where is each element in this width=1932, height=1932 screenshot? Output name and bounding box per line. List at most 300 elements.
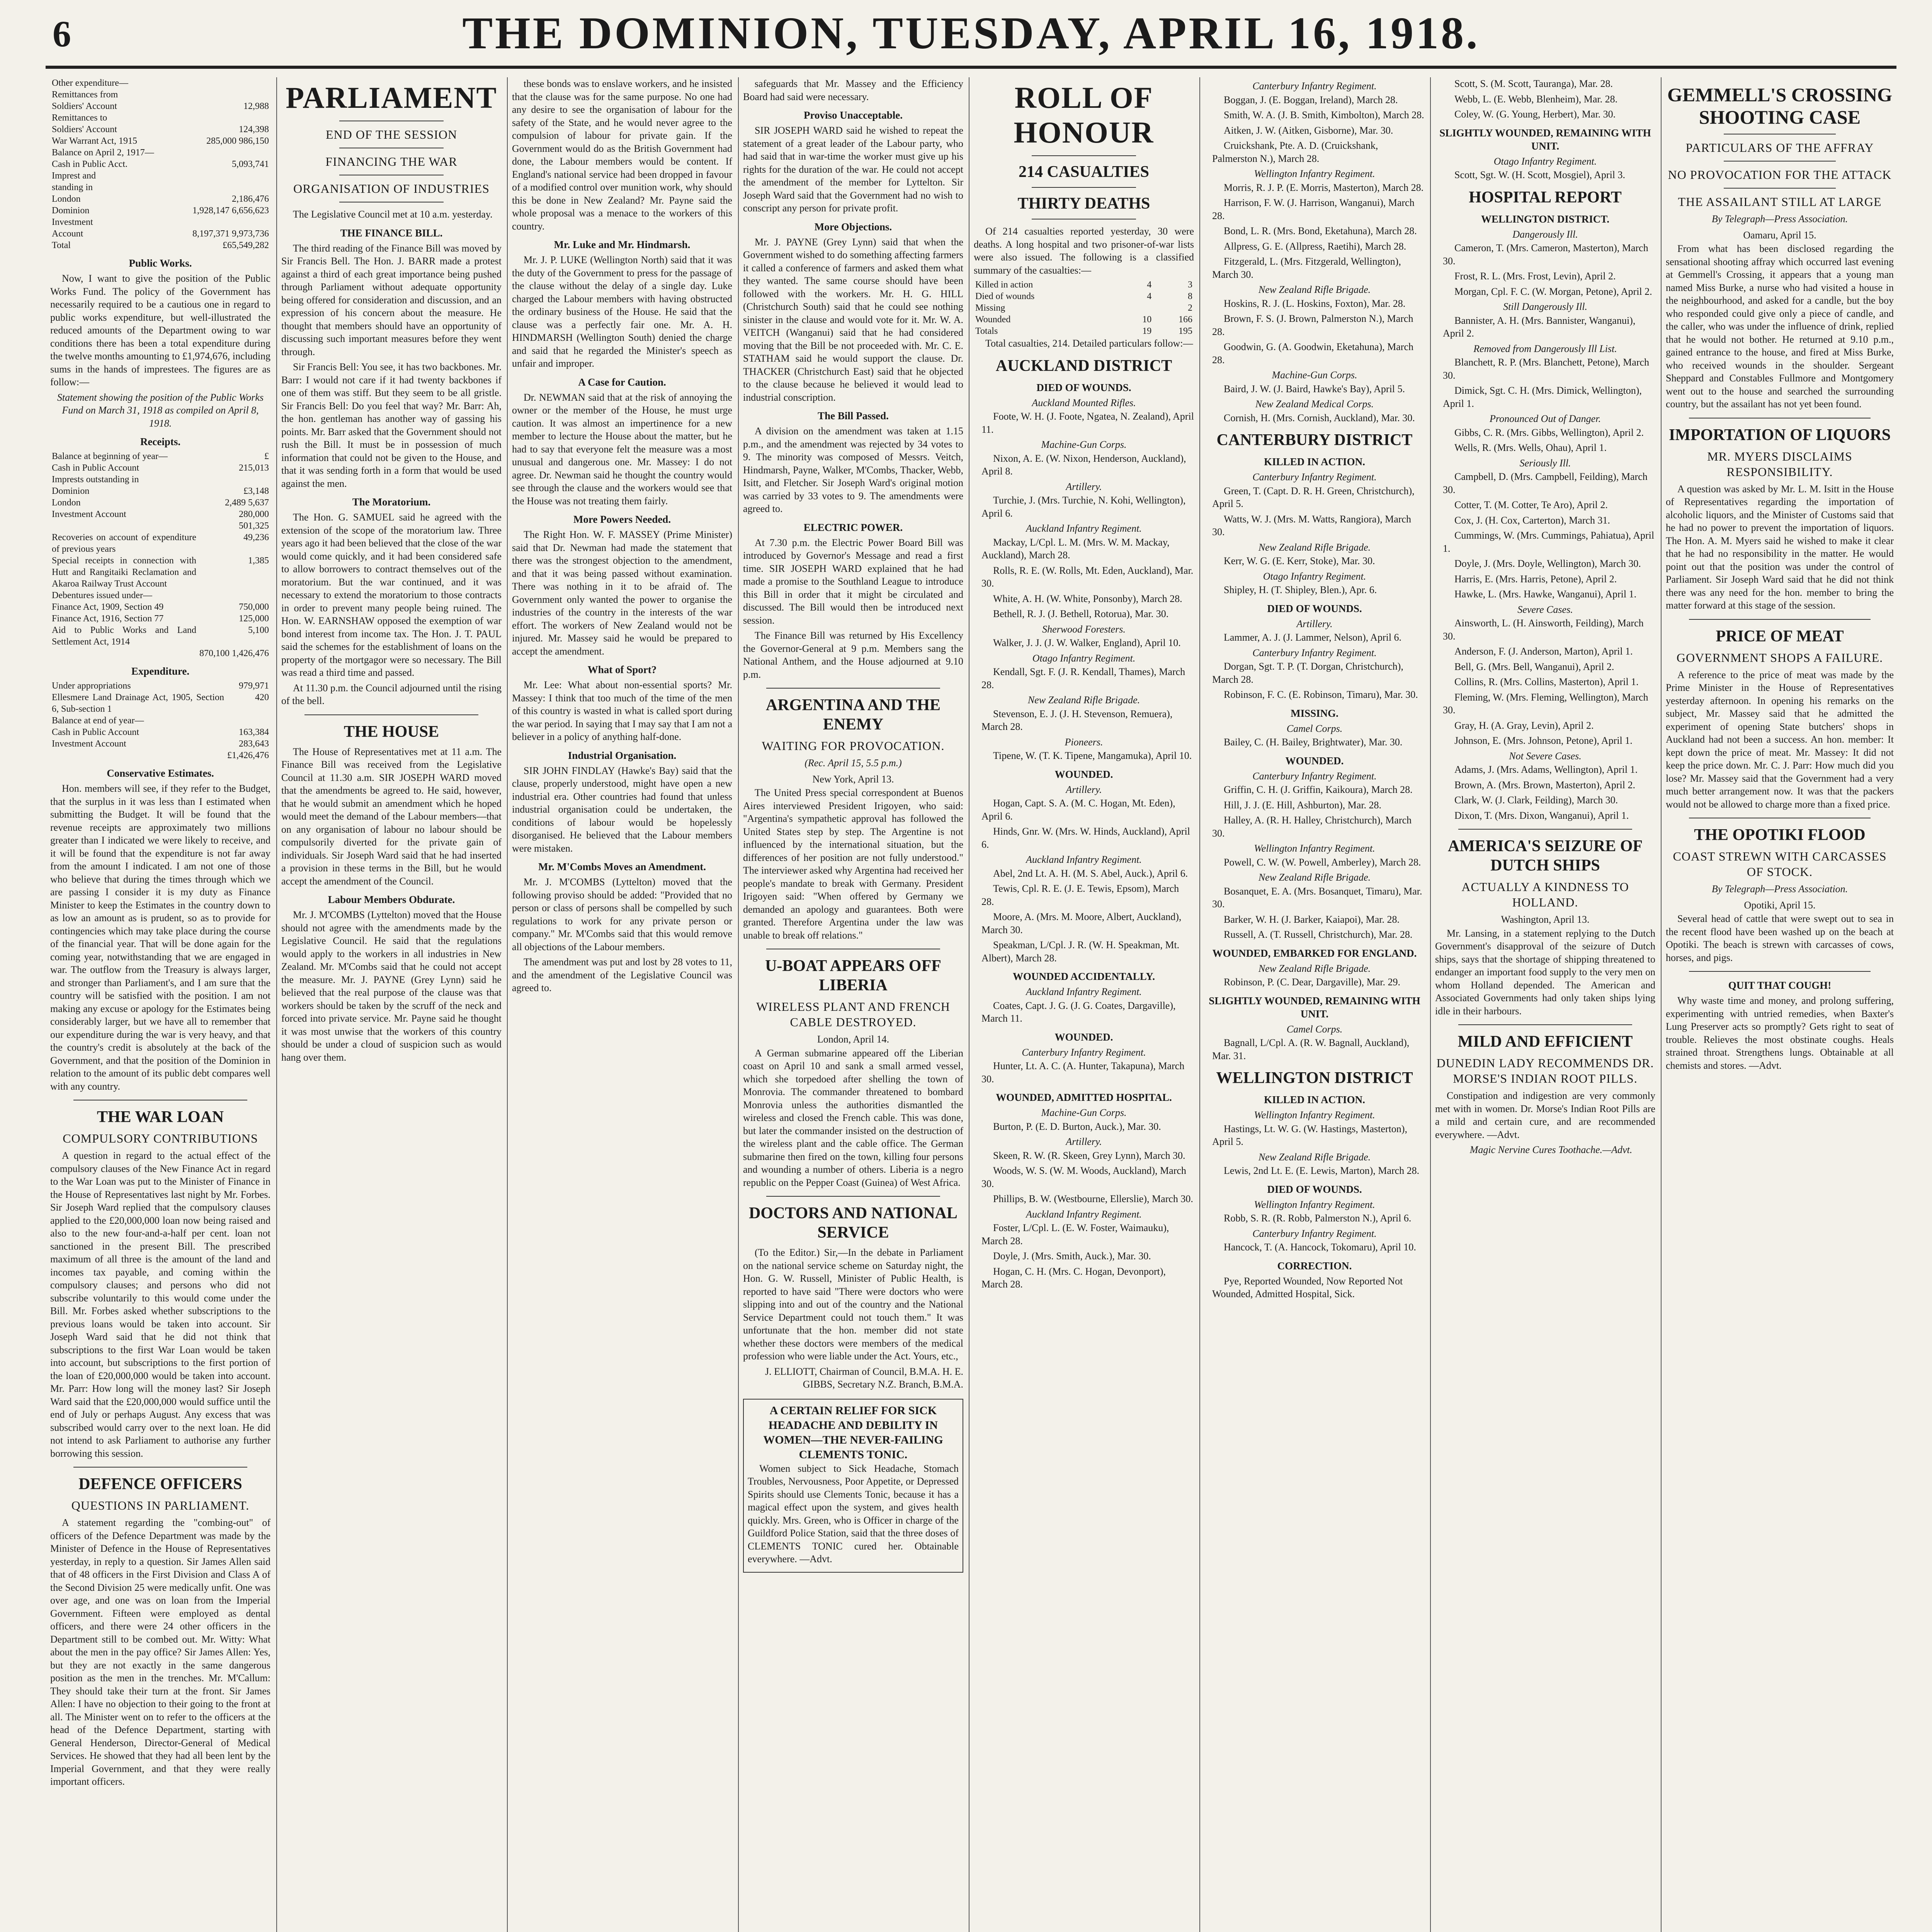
table-label-cell: War Warrant Act, 1915 bbox=[52, 136, 137, 146]
casualty-entry: Gray, H. (A. Gray, Levin), April 2. bbox=[1454, 719, 1594, 731]
unit-heading: Auckland Infantry Regiment. bbox=[1026, 986, 1142, 997]
casualty-entry: Turchie, J. (Mrs. Turchie, N. Kohi, Wellington), April 6. bbox=[981, 495, 1186, 519]
casualty-entry: Griffin, C. H. (J. Griffin, Kaikoura), March 28. bbox=[1224, 784, 1413, 795]
casualty-category-heading: WOUNDED, EMBARKED FOR ENGLAND. bbox=[1212, 947, 1417, 959]
casualty-entry: Skeen, R. W. (R. Skeen, Grey Lynn), March 30. bbox=[993, 1150, 1185, 1161]
table-row bbox=[974, 291, 1194, 302]
table-label-cell: Investment Account bbox=[52, 739, 126, 749]
placeline: Oamaru, April 15. bbox=[1743, 229, 1816, 241]
advert-tagline: Magic Nervine Cures Toothache.—Advt. bbox=[1469, 1144, 1633, 1155]
table-row bbox=[50, 520, 270, 532]
mcombs-heading: Mr. M'Combs Moves an Amendment. bbox=[538, 861, 706, 872]
casualty-category-heading: SLIGHTLY WOUNDED, REMAINING WITH UNIT. bbox=[1439, 127, 1651, 152]
table-label-cell bbox=[50, 520, 198, 532]
article-paragraph: At 11.30 p.m. the Council adjourned until the rising of the bell. bbox=[281, 682, 502, 706]
uboat-subheading: WIRELESS PLANT AND FRENCH CABLE DESTROYED. bbox=[756, 1000, 950, 1029]
table-value-cell: 124,398 bbox=[239, 124, 269, 134]
casualty-entry: Cummings, W. (Mrs. Cummings, Pahiatua), April 1. bbox=[1443, 530, 1655, 554]
article-paragraph: Mr. J. M'COMBS (Lyttelton) moved that the following proviso should be added: "Provided that no person or class of persons shall be compelled by such regulations to work for any private person or company." Mr. M'Combs said that this would remove all objections of the Labour members. bbox=[512, 876, 732, 952]
casualty-entry: Fleming, W. (Mrs. Fleming, Wellington), March 30. bbox=[1443, 691, 1648, 716]
divider bbox=[766, 688, 940, 689]
table-value-cell: £ bbox=[264, 451, 269, 461]
casualty-entry: Wells, R. (Mrs. Wells, Ohau), April 1. bbox=[1454, 442, 1607, 453]
article-paragraph: Mr. J. PAYNE (Grey Lynn) said that when the Government wished to do something affecting farmers it called a conference of farmers and asked them what they wanted. The same course should have been followed with the workers. Mr. H. G. HILL (Christchurch South) said that he could see nothing sinister in the clause and would vote for it. Mr. W. A. VEITCH (Wanganui) said that he had considered moving that the Bill be not proceeded with. Mr. C. E. STATHAM said he would support the clause. Dr. THACKER (Christchurch East) said that he objected to the clause because he believed it would lead to industrial conscription. bbox=[743, 236, 963, 403]
casualty-entry: Baird, J. W. (J. Baird, Hawke's Bay), April 5. bbox=[1224, 383, 1405, 395]
table-label-cell: Finance Act, 1916, Section 77 bbox=[52, 614, 164, 624]
casualty-entry: Dixon, T. (Mrs. Dixon, Wanganui), April 1. bbox=[1454, 810, 1629, 821]
casualty-category-heading: WELLINGTON DISTRICT. bbox=[1481, 213, 1610, 225]
casualty-entry: Coley, W. (G. Young, Herbert), Mar. 30. bbox=[1454, 109, 1616, 120]
financing-subheading: FINANCING THE WAR bbox=[325, 155, 457, 168]
advert-heading: A CERTAIN RELIEF FOR SICK HEADACHE AND DEBILITY IN WOMEN—THE NEVER-FAILING CLEMENTS TONIC. bbox=[763, 1404, 943, 1461]
casualty-entry: Hancock, T. (A. Hancock, Tokomaru), April 10. bbox=[1224, 1242, 1416, 1253]
unit-heading: Canterbury Infantry Regiment. bbox=[1252, 471, 1377, 483]
casualty-entry: Hawke, L. (Mrs. Hawke, Wanganui), April 1. bbox=[1454, 588, 1637, 600]
casualty-entry: Campbell, D. (Mrs. Campbell, Feilding), March 30. bbox=[1443, 471, 1648, 495]
article-paragraph: Several head of cattle that were swept out to sea in the recent flood have been washed up on the beach at Opotiki. The beach is strewn with carcasses of cows, horses, and pigs. bbox=[1666, 913, 1894, 963]
casualty-entry: Bell, G. (Mrs. Bell, Wanganui), April 2. bbox=[1454, 661, 1614, 672]
byline: By Telegraph—Press Association. bbox=[1711, 883, 1848, 895]
unit-heading: New Zealand Rifle Brigade. bbox=[1027, 694, 1140, 706]
table-row bbox=[50, 182, 270, 193]
powers-heading: More Powers Needed. bbox=[573, 514, 671, 525]
article-paragraph: The amendment was put and lost by 28 votes to 11, and the amendment of the Legislative Council was agreed to. bbox=[512, 956, 732, 993]
table-value-cell: 19 bbox=[1142, 326, 1152, 336]
table-value-cell bbox=[176, 216, 270, 228]
divider bbox=[1724, 188, 1836, 189]
unit-heading: Camel Corps. bbox=[1286, 1023, 1343, 1035]
table-row bbox=[974, 279, 1194, 291]
article-paragraph: The House of Representatives met at 11 a.m. The Finance Bill was received from the Legislative Council at 11.30 a.m. SIR JOSEPH WARD moved that the amendments be agreed to. He said, however, that he would submit an amendment which he hoped would meet the demand of the Labour members—that on any organisation of labour no labour should be compulsorily diverted for the private gain of individuals. Sir Joseph Ward said that he had inserted a provision in these terms in the Bill, but he would accept the amendment of the Council. bbox=[281, 746, 502, 887]
casualty-entry: Robb, S. R. (R. Robb, Palmerston N.), April 6. bbox=[1224, 1213, 1412, 1224]
unit-heading: Auckland Infantry Regiment. bbox=[1026, 523, 1142, 534]
table-row bbox=[50, 601, 270, 613]
casualty-entry: Brown, A. (Mrs. Brown, Masterton), April 2. bbox=[1454, 779, 1635, 791]
unit-heading: Artillery. bbox=[1296, 618, 1333, 629]
table-row bbox=[50, 158, 270, 170]
unit-heading: Seriously Ill. bbox=[1519, 457, 1571, 469]
divider bbox=[304, 714, 478, 715]
table-value-cell: 5,093,741 bbox=[232, 159, 269, 169]
casualty-entry: Russell, A. (T. Russell, Christchurch), Mar. 28. bbox=[1224, 929, 1413, 940]
unit-heading: Artillery. bbox=[1066, 481, 1102, 492]
article-paragraph: Mr. J. P. LUKE (Wellington North) said that it was the duty of the Government to press for the passage of the clause without the delay of a single day. Luke charged the Labour members with having obstructed the ordinary business of the House. He said that the clause was a perfectly fair one. Mr. A. H. HINDMARSH (Wellington South) denied the charge and said that he regarded the Minister's speech as unfair and improper. bbox=[512, 254, 732, 369]
argentina-subheading: WAITING FOR PROVOCATION. bbox=[762, 739, 945, 753]
casualty-entry: Harrison, F. W. (J. Harrison, Wanganui), March 28. bbox=[1212, 197, 1415, 221]
casualty-entry: Morris, R. J. P. (E. Morris, Masterton), March 28. bbox=[1224, 182, 1424, 193]
casualty-entry: Doyle, J. (Mrs. Smith, Auck.), Mar. 30. bbox=[993, 1250, 1151, 1262]
casualty-entry: Foster, L/Cpl. L. (E. W. Foster, Waimauku), March 28. bbox=[981, 1222, 1169, 1247]
finance-bill-heading: THE FINANCE BILL. bbox=[340, 227, 443, 239]
table-row bbox=[50, 135, 270, 147]
advert-text: Women subject to Sick Headache, Stomach Troubles, Nervousness, Poor Appetite, or Depressed Spirits should use Clements Tonic, because it has a magical effect upon the system, and gives health quickly. Mrs. Green, who is Officer in charge of the Guildford Police Station, said that the three doses of CLEMENTS TONIC cured her. Obtainable everywhere. —Advt. bbox=[748, 1463, 959, 1565]
argentina-heading: ARGENTINA AND THE ENEMY bbox=[766, 696, 940, 733]
article-paragraph: Hon. members will see, if they refer to the Budget, that the surplus in it was less than I estimated when submitting the Budget. It will be found that the revenue receipts are approximately two millions greater than I indicated we were likely to receive, and it will be found that the expenditure is not far away from the amount I indicated. I am not one of those who believe that during the times through which we are passing I consider it is my duty as Finance Minister to keep the Estimates in the country down to as low an amount as is prudent, so as to provide for contingencies which may take place during the course of the financial year. That will be done again for the coming year, notwithstanding that we are engaged in war. The outflow from the Treasury is always larger, and stronger than Parliament's, and I am sure that the country will be satisfied with the position. I am not making any excuse or apology for the Estimates being considerably larger, but we have all to remember that our expenditure during the war is very heavy, and that the country's credit is absolutely at the back of the Government, and that the position of the Dominion in relation to the amount of its public debt compares well with any country. bbox=[50, 783, 270, 1092]
table-value-cell: 750,000 bbox=[239, 602, 269, 612]
article-paragraph: Mr. Lee: What about non-essential sports? Mr. Massey: I think that too much of the time of the men of this country is wasted in what is called sport during the war period. In saying that I may say that I am not a believer in a policy of anything half-done. bbox=[512, 679, 732, 742]
district-heading: HOSPITAL REPORT bbox=[1469, 188, 1622, 206]
table-row bbox=[50, 509, 270, 520]
masthead bbox=[46, 4, 1896, 62]
end-session-subheading: END OF THE SESSION bbox=[325, 128, 457, 141]
table-value-cell bbox=[176, 147, 270, 158]
column-6 bbox=[1204, 77, 1425, 1932]
casualty-entry: Johnson, E. (Mrs. Johnson, Petone), April 1. bbox=[1454, 735, 1633, 746]
casualty-entry: Woods, W. S. (W. M. Woods, Auckland), March 30. bbox=[981, 1165, 1186, 1189]
placeline: London, April 14. bbox=[817, 1034, 889, 1045]
unit-heading: New Zealand Rifle Brigade. bbox=[1258, 541, 1371, 553]
article-paragraph: The United Press special correspondent at Buenos Aires interviewed President Irigoyen, who said: "Argentina's sympathetic approval has followed the United States step by step. The Argentine is not influenced by the international situation, but the differences of her position are not fully understood." The interviewer asked why Argentina had received her people's mandate to break with Germany. President Irigoyen said: "When offered by Germany we demanded an apology and guarantees. Both were granted. Therefore Argentina under the law was unable to break off relations." bbox=[743, 787, 963, 941]
deaths-subheading: THIRTY DEATHS bbox=[1017, 195, 1150, 213]
casualty-entry: Hogan, Capt. S. A. (M. C. Hogan, Mt. Eden), April 6. bbox=[981, 798, 1175, 822]
article-paragraph: A question in regard to the actual effect of the compulsory clauses of the New Finance Act in regard to the War Loan was put to the Minister of Finance in the House of Representatives last night by Mr. Forbes. Sir Joseph Ward replied that the compulsory clauses applied to the £20,000,000 loan now being raised and also to the new four-and-a-half per cent. loan not sanctioned in the present Bill. The prescribed maximum of all three is the amount of the land and incomes tax payable, and coming within the compulsory clauses; and persons who did not subscribe voluntarily to this would come under the Bill. Mr. Forbes asked whether subscriptions to the previous loans would be taken into account. Sir Joseph Ward said that he did not think that subscriptions to the first War Loan would be taken into account, but subscriptions to the first portion of the loan of £20,000,000 would be taken into account. Mr. Parr: How long will the money last? Sir Joseph Ward said that the £20,000,000 would suffice until the end of July or perhaps August. Any excess that was subscribed would carry over to the next loan. He did not intend to ask Parliament to authorise any further borrowing this session. bbox=[50, 1150, 270, 1459]
divider bbox=[1032, 155, 1136, 156]
casualty-entry: Scott, Sgt. W. (H. Scott, Mosgiel), April 3. bbox=[1454, 169, 1626, 180]
casualty-list bbox=[1435, 77, 1655, 822]
casualty-entry: Coates, Capt. J. G. (J. G. Coates, Dargaville), March 11. bbox=[981, 1000, 1176, 1024]
table-value-cell: 1,385 bbox=[248, 556, 269, 566]
casualty-entry: Rolls, R. E. (W. Rolls, Mt. Eden, Auckland), Mar. 30. bbox=[981, 565, 1194, 589]
table-value-cell: 420 bbox=[255, 692, 269, 702]
table-label-cell: Recoveries on account of expenditure of previous years bbox=[52, 532, 196, 554]
unit-heading: Otago Infantry Regiment. bbox=[1493, 155, 1597, 167]
casualties-subheading: 214 CASUALTIES bbox=[1018, 163, 1150, 181]
casualty-entry: Pye, Reported Wounded, Now Reported Not Wounded, Admitted Hospital, Sick. bbox=[1212, 1275, 1403, 1299]
column-4 bbox=[743, 77, 963, 1932]
casualty-entry: Anderson, F. (J. Anderson, Marton), April 1. bbox=[1454, 646, 1633, 657]
statement-heading: Statement showing the position of the Public Works Fund on March 31, 1918 as compiled on April 8, 1918. bbox=[57, 391, 264, 429]
table-value-cell: £65,549,282 bbox=[223, 240, 269, 250]
quit-cough-heading: QUIT THAT COUGH! bbox=[1728, 980, 1832, 991]
table-row bbox=[50, 170, 270, 182]
unit-heading: New Zealand Medical Corps. bbox=[1255, 398, 1374, 410]
article-paragraph: safeguards that Mr. Massey and the Efficiency Board had said were necessary. bbox=[743, 78, 963, 102]
unit-heading: Canterbury Infantry Regiment. bbox=[1252, 647, 1377, 658]
casualty-entry: Tipene, W. (T. K. Tipene, Mangamuka), April 10. bbox=[993, 750, 1192, 761]
table-value-cell: 283,643 bbox=[239, 739, 269, 749]
proviso-heading: Proviso Unacceptable. bbox=[804, 109, 903, 121]
column-rule bbox=[276, 77, 277, 1932]
table-row bbox=[50, 100, 270, 112]
receipts-table bbox=[50, 451, 270, 659]
table-label-cell: Special receipts in connection with Hutt and Rangitaiki Reclamation and Akaroa Railway Trust Account bbox=[52, 556, 196, 589]
defence-officers-subheading: QUESTIONS IN PARLIAMENT. bbox=[71, 1498, 250, 1512]
table-label-cell: London bbox=[52, 498, 81, 508]
column-8 bbox=[1666, 77, 1894, 1932]
table-row bbox=[50, 228, 270, 240]
article-paragraph: From what has been disclosed regarding the sensational shooting affray which occurred last evening at Gemmell's Crossing, it appears that a young man named Miss Burke, a nurse who had visited a house in the neighbourhood, and asked for a candle, but the boy who responded could give only a piece of candle, and the caller, who was under the influence of drink, replied that he would not bother. He returned at 9.10 p.m., gained entrance to the house, and fired at Miss Burke, who received wounds in the shoulder. Sergeant Sheppard and Constables Fullmore and Montgomery went out to the house and searched the surrounding country, but the assailant has not yet been found. bbox=[1666, 243, 1894, 410]
casualty-entry: Cornish, H. (Mrs. Cornish, Auckland), Mar. 30. bbox=[1224, 412, 1415, 423]
moratorium-heading: The Moratorium. bbox=[352, 496, 431, 508]
table-row bbox=[50, 205, 270, 216]
unit-heading: Otago Infantry Regiment. bbox=[1263, 570, 1366, 582]
article-paragraph: Sir Francis Bell: You see, it has two backbones. Mr. Barr: I would not care if it had twenty backbones if one of them was stiff. But they seem to be all gristle. Sir Francis Bell: Do you feel that way? Mr. Barr: Ah, the hon. gentleman has another way of gassing his points. Mr. Barr asked that the Government should not rush the Bill. It must be in possession of much information that could not be given to the House, and that it was sending forth in a form that would be used against the men. bbox=[281, 361, 502, 489]
table-label-cell: Remittances to bbox=[52, 113, 107, 123]
table-label-cell: Cash in Public Account bbox=[52, 727, 139, 737]
casualty-category-heading: DIED OF WOUNDS. bbox=[1267, 602, 1362, 614]
article-paragraph: Total casualties, 214. Detailed particulars follow:— bbox=[985, 338, 1193, 349]
table-row bbox=[50, 590, 270, 601]
table-row bbox=[974, 302, 1194, 314]
unit-heading: New Zealand Rifle Brigade. bbox=[1258, 963, 1371, 974]
casualty-category-heading: MISSING. bbox=[1291, 707, 1338, 719]
casualty-entry: Adams, J. (Mrs. Adams, Wellington), April 1. bbox=[1454, 764, 1638, 775]
column-rule bbox=[738, 77, 739, 1932]
unit-heading: Wellington Infantry Regiment. bbox=[1254, 1109, 1375, 1121]
table-value-cell: 280,000 bbox=[239, 509, 269, 519]
table-row bbox=[50, 240, 270, 251]
unit-heading: Auckland Infantry Regiment. bbox=[1026, 854, 1142, 865]
organisation-subheading: ORGANISATION OF INDUSTRIES bbox=[293, 182, 490, 196]
casualty-entry: Kendall, Sgt. F. (J. R. Kendall, Thames), March 28. bbox=[981, 666, 1185, 690]
table-label-cell: Debentures issued under— bbox=[52, 590, 152, 600]
casualty-entry: Brown, F. S. (J. Brown, Palmerston N.), March 28. bbox=[1212, 313, 1413, 337]
america-subheading: ACTUALLY A KINDNESS TO HOLLAND. bbox=[1461, 880, 1629, 909]
placeline: Opotiki, April 15. bbox=[1744, 899, 1816, 911]
casualty-entry: Hinds, Gnr. W. (Mrs. W. Hinds, Auckland), April 6. bbox=[981, 826, 1190, 850]
casualty-category-heading: WOUNDED. bbox=[1054, 768, 1113, 780]
divider bbox=[1458, 1024, 1632, 1025]
divider bbox=[1032, 187, 1136, 188]
article-paragraph: Mr. Lansing, in a statement replying to the Dutch Government's disapproval of the seizure of Dutch ships, says that the shortage of shipping threatened to endanger an important food supply to the very men on whom Holland depended. The American and Associated Governments had only taken ships lying idle in their harbours. bbox=[1435, 927, 1655, 1017]
casualty-entry: Nixon, A. E. (W. Nixon, Henderson, Auckland), April 8. bbox=[981, 452, 1186, 477]
casualty-entry: Mackay, L/Cpl. L. M. (Mrs. W. M. Mackay, Auckland), March 28. bbox=[981, 536, 1170, 561]
expenditure-table bbox=[50, 680, 270, 761]
table-row bbox=[50, 462, 270, 474]
table-label-cell: Dominion bbox=[52, 206, 90, 216]
table-row bbox=[50, 613, 270, 624]
casualty-entry: Bannister, A. H. (Mrs. Bannister, Wanganui), April 2. bbox=[1443, 315, 1636, 339]
table-row bbox=[50, 193, 270, 205]
unit-heading: Canterbury Infantry Regiment. bbox=[1252, 1228, 1377, 1239]
placeline: Washington, April 13. bbox=[1501, 914, 1590, 925]
article-paragraph: Constipation and indigestion are very commonly met with in women. Dr. Morse's Indian Root Pills are a mild and certain cure, and are recommended everywhere. —Advt. bbox=[1435, 1090, 1655, 1140]
casualty-entry: Allpress, G. E. (Allpress, Raetihi), March 28. bbox=[1224, 240, 1406, 252]
divider bbox=[1724, 161, 1836, 162]
sport-heading: What of Sport? bbox=[587, 664, 657, 675]
casualty-entry: Cruickshank, Pte. A. D. (Cruickshank, Palmerston N.), March 28. bbox=[1212, 140, 1378, 164]
column-3 bbox=[512, 77, 732, 1932]
table-label-cell: Imprest and bbox=[52, 171, 96, 181]
casualty-entry: Halley, A. (R. H. Halley, Christchurch), March 30. bbox=[1212, 815, 1412, 839]
liquors-subheading: MR. MYERS DISCLAIMS RESPONSIBILITY. bbox=[1707, 449, 1852, 479]
article-paragraph: Of 214 casualties reported yesterday, 30 were deaths. A long hospital and two prisoner-of-war lists were also issued. The following is a classified summary of the casualties:— bbox=[974, 226, 1194, 276]
casualty-category-heading: CORRECTION. bbox=[1277, 1260, 1352, 1272]
liquors-heading: IMPORTATION OF LIQUORS bbox=[1668, 426, 1891, 444]
article-paragraph: Now, I want to give the position of the Public Works Fund. The policy of the Government has necessarily required to be a cautious one in regard to public works expenditure, but well-illustrated the reduced amounts of the Department owing to war conditions there has been a total expenditure during the twelve months amounting to £1,974,676, including sums in the hands of imprestees. The figures are as follow:— bbox=[50, 273, 270, 388]
mild-heading: MILD AND EFFICIENT bbox=[1458, 1033, 1633, 1051]
unit-heading: Still Dangerously Ill. bbox=[1503, 301, 1587, 312]
table-label-cell: Cash in Public Account bbox=[52, 463, 139, 473]
industrial-heading: Industrial Organisation. bbox=[568, 749, 677, 761]
casualty-entry: Bond, L. R. (Mrs. Bond, Eketahuna), March 28. bbox=[1224, 225, 1417, 236]
casualty-entry: Robinson, F. C. (E. Robinson, Timaru), Mar. 30. bbox=[1224, 689, 1418, 700]
column-5 bbox=[974, 77, 1194, 1932]
table-label-cell: Investment bbox=[52, 217, 93, 227]
casualty-entry: Abel, 2nd Lt. A. H. (M. S. Abel, Auck.), April 6. bbox=[993, 867, 1188, 879]
table-label-cell: Wounded bbox=[975, 315, 1011, 325]
casualty-entry: Morgan, Cpl. F. C. (W. Morgan, Petone), April 2. bbox=[1454, 286, 1652, 297]
masthead-rule bbox=[46, 66, 1896, 69]
table-value-cell: 979,971 bbox=[239, 681, 269, 691]
table-row bbox=[50, 726, 270, 738]
table-row bbox=[50, 532, 270, 555]
casualty-entry: Frost, R. L. (Mrs. Frost, Levin), April 2. bbox=[1454, 270, 1616, 282]
casualty-entry: Fitzgerald, L. (Mrs. Fitzgerald, Wellington), March 30. bbox=[1212, 256, 1401, 280]
article-paragraph: A question was asked by Mr. L. M. Isitt in the House of Representatives regarding the importation of alcoholic liquors, and the Minister of Customs said that he had no power to prevent the importation of liquors. The Hon. A. M. Myers said he wished to make it clear that he had no responsibility in the matter. He would point out that the position was under the control of Parliament. Sir Joseph Ward said that he did not think there was any need for the hon. member to bring the matter forward at this stage of the session. bbox=[1666, 483, 1894, 611]
casualty-entry: Dimick, Sgt. C. H. (Mrs. Dimick, Wellington), April 1. bbox=[1443, 385, 1642, 409]
doctors-heading: DOCTORS AND NATIONAL SERVICE bbox=[749, 1204, 957, 1242]
unit-heading: Wellington Infantry Regiment. bbox=[1254, 1199, 1375, 1210]
table-row bbox=[50, 216, 270, 228]
article-paragraph: A reference to the price of meat was made by the Prime Minister in the House of Representatives yesterday afternoon. In opening his remarks on the subject, Mr. Massey said that he admitted the experiment of opening State butchers' shops in Auckland had not been a success. An hon. member: It kept down the price of meat. Mr. Massey: It did not keep the price down. Mr. C. J. Parr: How much did you lose? Mr. Massey said that the Government had a very much better arrangement now. It was that the packers would not be allowed to charge more than a fixed price. bbox=[1666, 669, 1894, 810]
casualty-entry: Barker, W. H. (J. Barker, Kaiapoi), Mar. 28. bbox=[1224, 913, 1400, 925]
table-label-cell: Other expenditure— bbox=[52, 78, 128, 88]
unit-heading: Severe Cases. bbox=[1517, 604, 1573, 615]
table-label-cell: Aid to Public Works and Land Settlement Act, 1914 bbox=[52, 625, 196, 647]
unit-heading: New Zealand Rifle Brigade. bbox=[1258, 872, 1371, 883]
meat-heading: PRICE OF MEAT bbox=[1716, 627, 1844, 645]
expenditure-heading: Expenditure. bbox=[131, 665, 190, 677]
table-label-cell: Balance at end of year— bbox=[52, 716, 144, 726]
table-row bbox=[50, 112, 270, 124]
unit-heading: Canterbury Infantry Regiment. bbox=[1022, 1046, 1146, 1058]
masthead-title: THE DOMINION, TUESDAY, APRIL 16, 1918. bbox=[462, 8, 1480, 58]
article-paragraph: The third reading of the Finance Bill was moved by Sir Francis Bell. The Hon. J. BARR made a protest against a third of each great importance being pushed through Parliament without adequate opportunity being offered for consideration and discussion, and an expression of his concern about the measure. He thought that members should have an opportunity of discussing such important measures before they went through. bbox=[281, 242, 502, 357]
table-row bbox=[50, 77, 270, 89]
table-row bbox=[50, 497, 270, 509]
table-row bbox=[50, 451, 270, 462]
unit-heading: Machine-Gun Corps. bbox=[1272, 369, 1357, 381]
luke-heading: Mr. Luke and Mr. Hindmarsh. bbox=[554, 239, 690, 250]
article-paragraph: A German submarine appeared off the Liberian coast on April 10 and sank a small armed vessel, which she torpedoed after shelling the town of Monrovia. The commander threatened to bombard Monrovia unless the authorities dismantled the wireless and closed the French cable. This was done, but later the commander insisted on the destruction of the wireless plant and the cable office. The German submarine then fired on the town, killing four persons and wounding a number of others. Liberia is a negro republic on the Pepper Coast (Guinea) of West Africa. bbox=[743, 1047, 963, 1188]
mild-subheading: DUNEDIN LADY RECOMMENDS DR. MORSE'S INDIAN ROOT PILLS. bbox=[1436, 1056, 1654, 1085]
unit-heading: Pronounced Out of Danger. bbox=[1490, 413, 1601, 424]
unit-heading: Removed from Dangerously Ill List. bbox=[1473, 343, 1617, 354]
table-row bbox=[50, 485, 270, 497]
table-value-cell: 4 bbox=[1147, 291, 1152, 301]
table-value-cell bbox=[176, 112, 270, 124]
unit-heading: Camel Corps. bbox=[1286, 723, 1343, 734]
table-row bbox=[50, 715, 270, 726]
casualty-entry: Hogan, C. H. (Mrs. C. Hogan, Devonport), March 28. bbox=[981, 1265, 1166, 1290]
table-label-cell: Investment Account bbox=[52, 509, 126, 519]
casualty-category-heading: WOUNDED, ADMITTED HOSPITAL. bbox=[996, 1092, 1172, 1103]
unit-heading: Auckland Mounted Rifles. bbox=[1032, 397, 1136, 408]
casualty-entry: Stevenson, E. J. (J. H. Stevenson, Remuera), March 28. bbox=[981, 708, 1173, 732]
table-value-cell: 285,000 986,150 bbox=[206, 136, 269, 146]
casualty-entry: Speakman, L/Cpl. J. R. (W. H. Speakman, Mt. Albert), March 28. bbox=[981, 939, 1180, 964]
table-value-cell: 2,186,476 bbox=[232, 194, 269, 204]
table-row bbox=[974, 325, 1194, 337]
table-label-cell bbox=[50, 750, 226, 761]
page-number: 6 bbox=[53, 13, 71, 54]
letter-signature: J. ELLIOTT, Chairman of Council, B.M.A. H. E. GIBBS, Secretary N.Z. Branch, B.M.A. bbox=[765, 1366, 963, 1390]
unit-heading: Sherwood Foresters. bbox=[1042, 623, 1126, 635]
conservative-heading: Conservative Estimates. bbox=[107, 767, 214, 779]
table-row bbox=[974, 314, 1194, 325]
table-label-cell: Dominion bbox=[52, 486, 90, 496]
casualty-entry: Harris, E. (Mrs. Harris, Petone), April 2. bbox=[1454, 573, 1617, 585]
table-value-cell: 8 bbox=[1188, 291, 1192, 301]
casualty-entry: Lammer, A. J. (J. Lammer, Nelson), April 6. bbox=[1224, 632, 1402, 643]
casualty-entry: Watts, W. J. (Mrs. M. Watts, Rangiora), March 30. bbox=[1212, 513, 1411, 537]
table-label-cell: Totals bbox=[975, 326, 998, 336]
casualty-category-heading: DIED OF WOUNDS. bbox=[1267, 1183, 1362, 1195]
column-7 bbox=[1435, 77, 1655, 1932]
casualty-list bbox=[1204, 80, 1425, 1301]
casualty-entry: Cox, J. (H. Cox, Carterton), March 31. bbox=[1454, 514, 1610, 526]
table-value-cell: 163,384 bbox=[239, 727, 269, 737]
byline: By Telegraph—Press Association. bbox=[1711, 213, 1848, 224]
casualty-entry: Hastings, Lt. W. G. (W. Hastings, Masterton), April 5. bbox=[1212, 1123, 1407, 1147]
objections-heading: More Objections. bbox=[814, 221, 892, 233]
table-value-cell bbox=[176, 182, 270, 193]
casualty-entry: Bethell, R. J. (J. Bethell, Rotorua), Mar. 30. bbox=[993, 608, 1169, 619]
table-value-cell: 215,013 bbox=[239, 463, 269, 473]
table-value-cell bbox=[226, 715, 270, 726]
table-value-cell: 10 bbox=[1142, 315, 1152, 325]
casualty-entry: Powell, C. W. (W. Powell, Amberley), March 28. bbox=[1224, 856, 1421, 868]
table-value-cell: 3 bbox=[1188, 280, 1192, 290]
uboat-heading: U-BOAT APPEARS OFF LIBERIA bbox=[765, 957, 941, 994]
table-row bbox=[50, 680, 270, 692]
casualty-entry: Doyle, J. (Mrs. Doyle, Wellington), March 30. bbox=[1454, 558, 1641, 569]
district-heading: CANTERBURY DISTRICT bbox=[1216, 431, 1413, 449]
crossing-subheading-3: THE ASSAILANT STILL AT LARGE bbox=[1678, 195, 1882, 209]
casualty-entry: Kerr, W. G. (E. Kerr, Stoke), Mar. 30. bbox=[1224, 555, 1375, 566]
table-value-cell: 2 bbox=[1188, 303, 1192, 313]
casualty-entry: Foote, W. H. (J. Foote, Ngatea, N. Zealand), April 11. bbox=[981, 411, 1194, 435]
column-2 bbox=[281, 77, 502, 1932]
casualty-entry: Gibbs, C. R. (Mrs. Gibbs, Wellington), April 2. bbox=[1454, 427, 1644, 438]
table-label-cell: London bbox=[52, 194, 81, 204]
table-row bbox=[50, 750, 270, 761]
table-value-cell: 870,100 1,426,476 bbox=[199, 648, 269, 658]
divider bbox=[1689, 971, 1871, 972]
labour-heading: Labour Members Obdurate. bbox=[328, 894, 455, 905]
casualty-entry: Lewis, 2nd Lt. E. (E. Lewis, Marton), March 28. bbox=[1224, 1165, 1420, 1176]
table-label-cell: Soldiers' Account bbox=[52, 124, 117, 134]
table-value-cell: 4 bbox=[1147, 280, 1152, 290]
table-label-cell: Total bbox=[52, 240, 71, 250]
article-paragraph: (To the Editor.) Sir,—In the debate in Parliament on the national service scheme on Saturday night, the Hon. G. W. Russell, Minister of Public Health, is reported to have said "There were doctors who were slipping into and out of the country and the National Service Department could not touch them." It was unfortunate that the hon. member did not state whether these doctors were members of the medical profession who were liable under the Act. Yours, etc., bbox=[743, 1247, 963, 1362]
table-label-cell: Balance on April 2, 1917— bbox=[52, 148, 154, 158]
table-value-cell: £3,148 bbox=[243, 486, 269, 496]
article-paragraph: The Hon. G. SAMUEL said he agreed with the extension of the scope of the moratorium law. Three years ago it had been believed that the close of the war would come quickly, and it had been considered safe to allow borrowers to contract themselves out of the moratorium. But the war continued, and it was necessary to extend the moratorium to those contracts in order to prevent many people being ruined. The Hon. W. EARNSHAW opposed the exemption of war bond interest from income tax. The Hon. J. T. PAUL said the schemes for the establishment of loans on the property of the mortgagor were so necessary. The Bill was read a third time and passed. bbox=[281, 512, 502, 678]
casualty-list bbox=[974, 381, 1194, 1291]
divider bbox=[1458, 829, 1632, 830]
table-label-cell: Finance Act, 1909, Section 49 bbox=[52, 602, 164, 612]
crossing-heading: GEMMELL'S CROSSING SHOOTING CASE bbox=[1667, 84, 1893, 128]
divider bbox=[1689, 619, 1871, 620]
table-row bbox=[50, 124, 270, 135]
casualty-entry: Boggan, J. (E. Boggan, Ireland), March 28. bbox=[1224, 94, 1398, 105]
table-value-cell: 12,988 bbox=[243, 101, 269, 111]
article-paragraph: A division on the amendment was taken at 1.15 p.m., and the amendment was rejected by 34 votes to 9. The minority was composed of Messrs. Veitch, Hindmarsh, Payne, Walker, M'Combs, Thacker, Webb, Isitt, and Fletcher. Sir Joseph Ward's original motion was carried by 33 votes to 9. The amendments were agreed to. bbox=[743, 425, 963, 514]
casualty-entry: Aitken, J. W. (Aitken, Gisborne), Mar. 30. bbox=[1224, 124, 1393, 136]
table-row bbox=[50, 147, 270, 158]
table-value-cell: 49,236 bbox=[243, 532, 269, 543]
casualty-entry: Hunter, Lt. A. C. (A. Hunter, Takapuna), March 30. bbox=[981, 1060, 1185, 1085]
unit-heading: New Zealand Rifle Brigade. bbox=[1258, 1151, 1371, 1163]
unit-heading: Artillery. bbox=[1066, 784, 1102, 795]
casualty-entry: Collins, R. (Mrs. Collins, Masterton), April 1. bbox=[1454, 676, 1639, 687]
casualty-category-heading: WOUNDED. bbox=[1054, 1031, 1113, 1043]
casualty-category-heading: WOUNDED ACCIDENTALLY. bbox=[1012, 971, 1155, 982]
flood-heading: THE OPOTIKI FLOOD bbox=[1694, 826, 1866, 844]
casualty-entry: Shipley, H. (T. Shipley, Blen.), Apr. 6. bbox=[1224, 584, 1377, 595]
